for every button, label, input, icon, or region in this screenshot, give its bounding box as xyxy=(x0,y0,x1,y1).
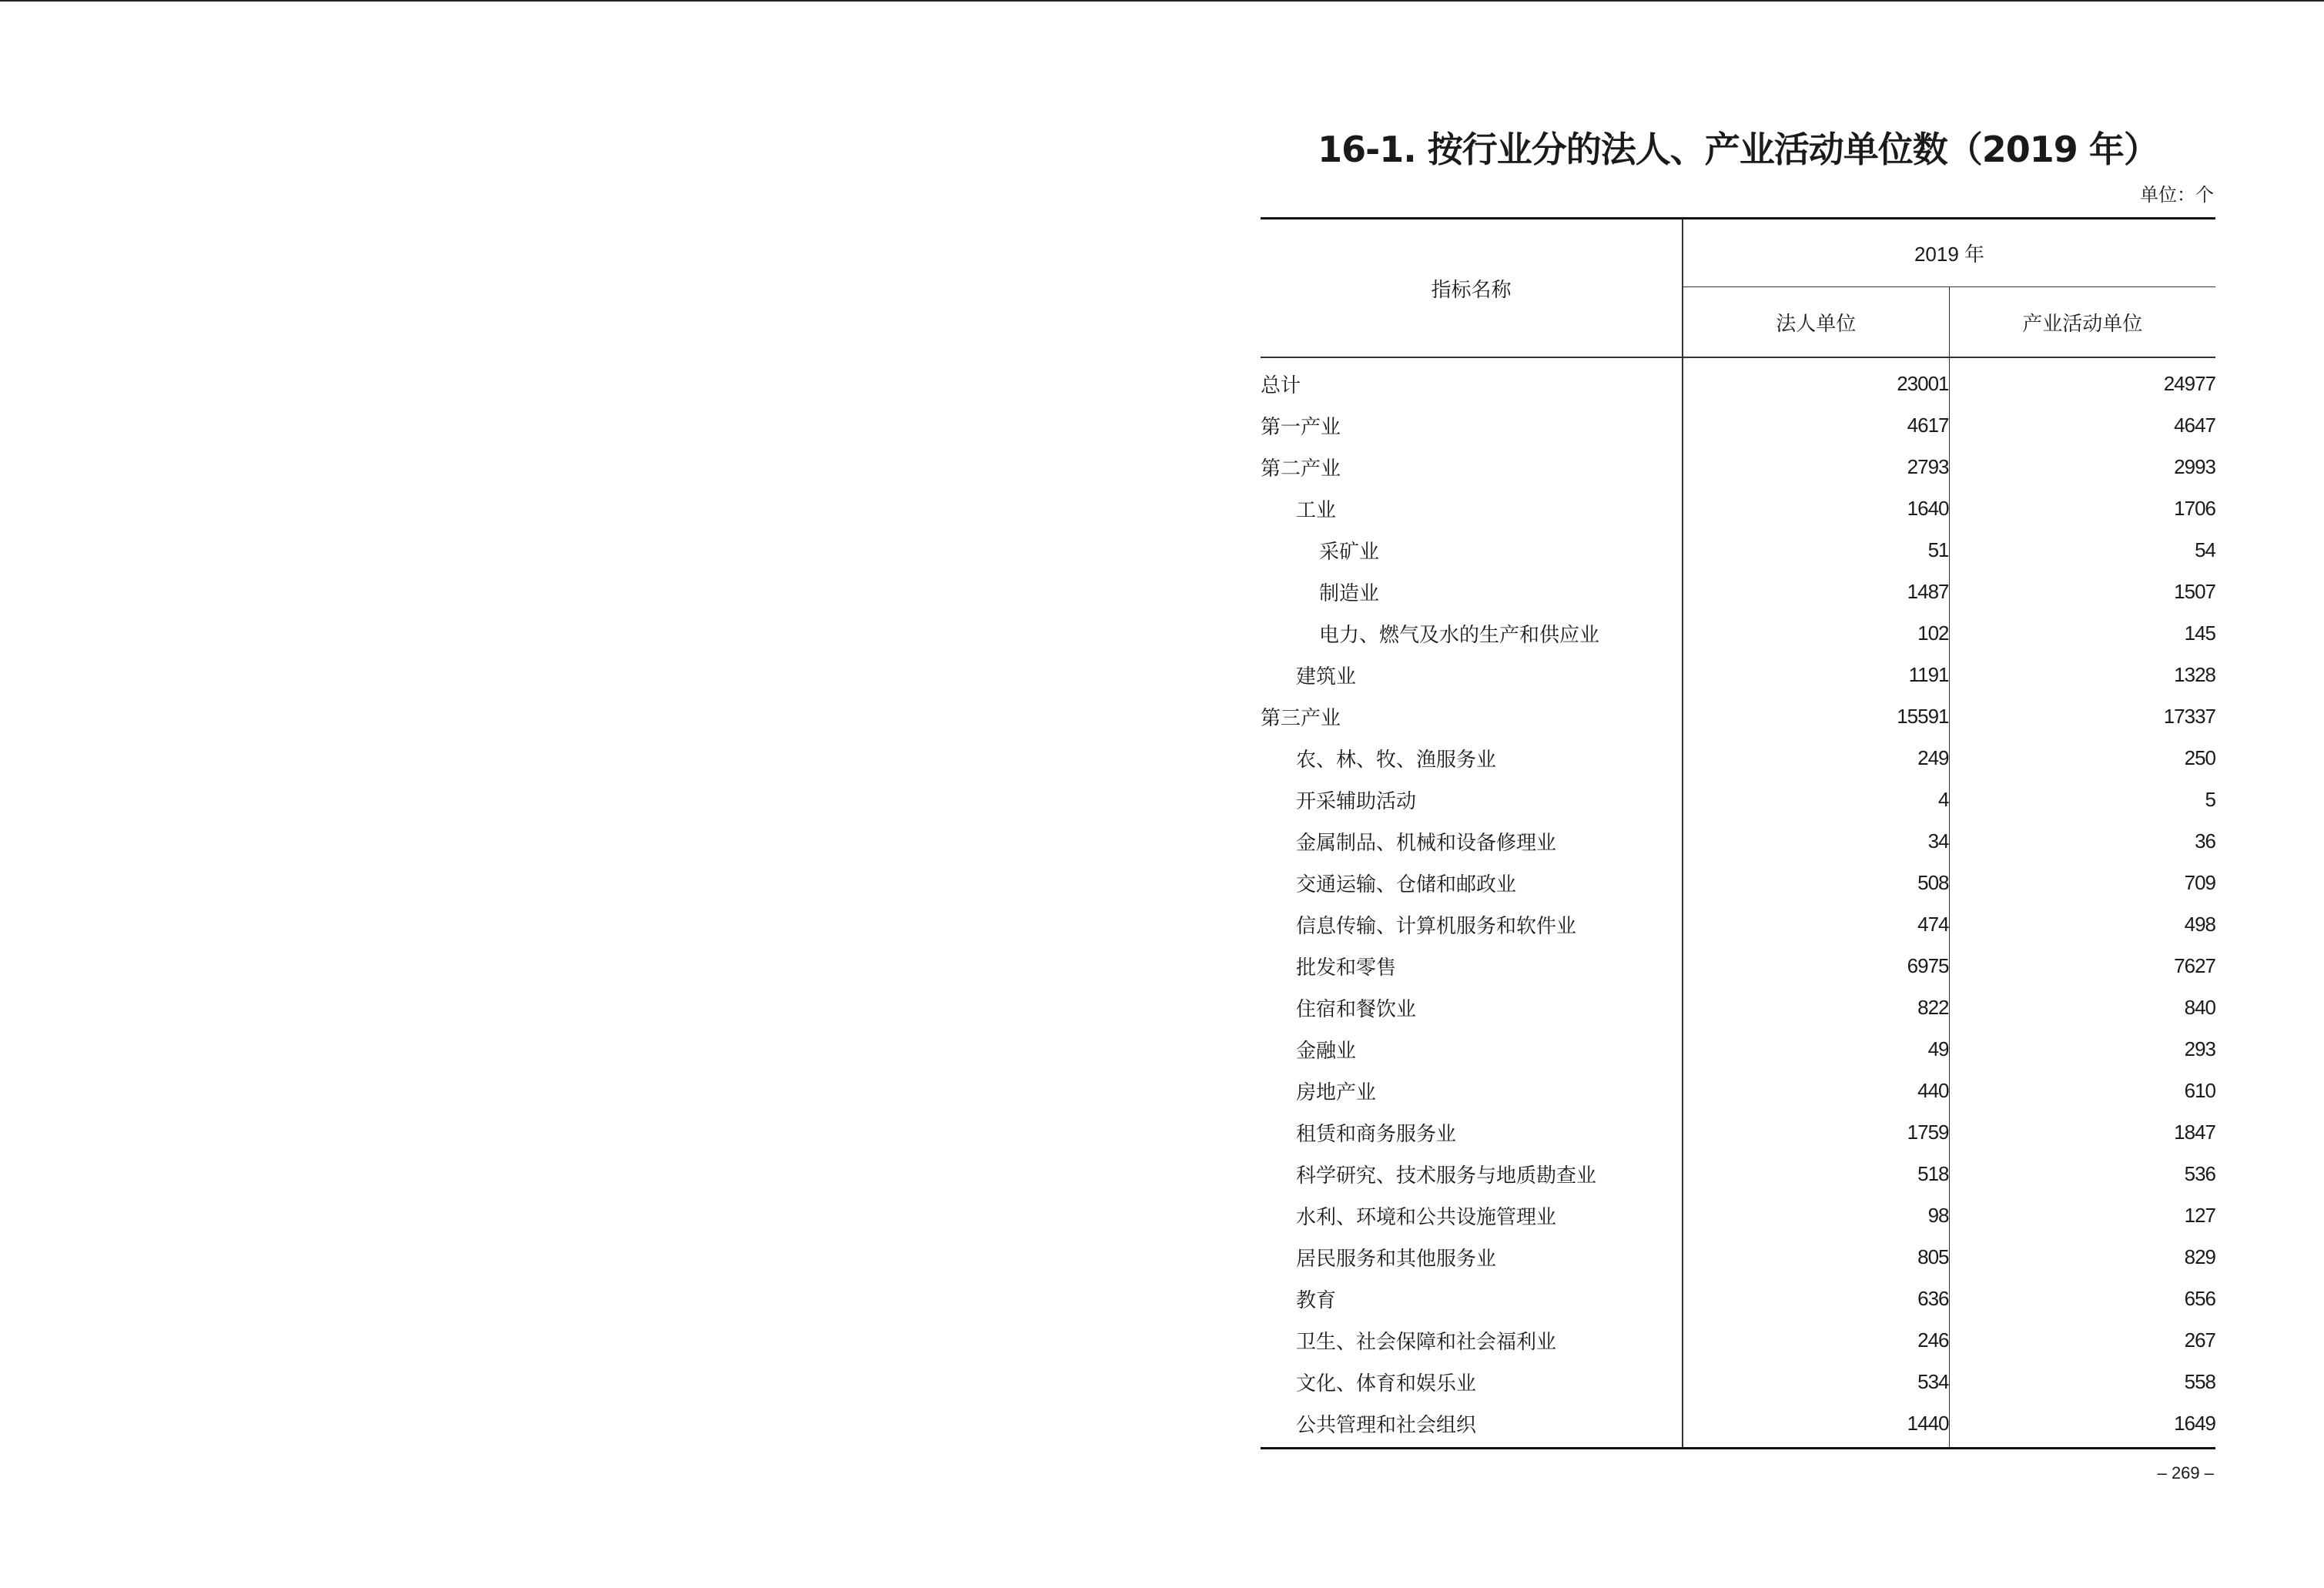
table-row xyxy=(1261,903,2215,945)
row-indicator-name: 居民服务和其他服务业 xyxy=(1261,1236,1683,1278)
page-number: – 269 – xyxy=(2157,1463,2214,1482)
row-indicator-name: 租赁和商务服务业 xyxy=(1261,1111,1683,1153)
row-legal-entities-value: 246 xyxy=(1683,1319,1949,1361)
row-legal-entities-value: 518 xyxy=(1683,1153,1949,1194)
row-activity-units-value: 250 xyxy=(2184,745,2216,769)
table-row xyxy=(1261,987,2215,1028)
row-legal-entities-value: 34 xyxy=(1683,820,1949,862)
table-body xyxy=(1261,357,2215,1449)
row-indicator-name: 文化、体育和娱乐业 xyxy=(1261,1361,1683,1402)
row-indicator-name: 建筑业 xyxy=(1261,654,1683,695)
row-activity-units-value: 7627 xyxy=(2174,953,2216,977)
row-indicator-name: 信息传输、计算机服务和软件业 xyxy=(1261,903,1683,945)
row-activity-units-value: 829 xyxy=(2184,1245,2216,1268)
table-row xyxy=(1261,612,2215,654)
row-activity-units-value: 54 xyxy=(2195,538,2216,561)
row-activity-units-value: 1507 xyxy=(2174,579,2216,603)
header-activity-units: 产业活动单位 xyxy=(1949,287,2215,357)
table-row xyxy=(1261,820,2215,862)
row-activity-units-value: 1847 xyxy=(2174,1120,2216,1144)
row-legal-entities-value: 102 xyxy=(1683,612,1949,654)
row-activity-units-value: 558 xyxy=(2184,1369,2216,1393)
row-activity-units-value: 610 xyxy=(2184,1078,2216,1102)
header-legal-entities: 法人单位 xyxy=(1683,287,1949,357)
table-row xyxy=(1261,945,2215,987)
row-activity-units-value: 536 xyxy=(2184,1161,2216,1185)
row-legal-entities-value: 1440 xyxy=(1683,1402,1949,1449)
row-activity-units-value: 17337 xyxy=(2163,704,2216,728)
row-indicator-name: 卫生、社会保障和社会福利业 xyxy=(1261,1319,1683,1361)
row-legal-entities-value: 474 xyxy=(1683,903,1949,945)
table-row xyxy=(1261,1278,2215,1319)
row-indicator-name: 第一产业 xyxy=(1261,404,1683,446)
table-row xyxy=(1261,487,2215,529)
table-row xyxy=(1261,862,2215,903)
row-legal-entities-value: 1759 xyxy=(1683,1111,1949,1153)
row-legal-entities-value: 822 xyxy=(1683,987,1949,1028)
row-activity-units-value: 709 xyxy=(2184,870,2216,894)
table-row xyxy=(1261,1319,2215,1361)
row-legal-entities-value: 15591 xyxy=(1683,695,1949,737)
page-title: 16-1. 按行业分的法人、产业活动单位数（2019 年） xyxy=(1318,129,2158,170)
table-row xyxy=(1261,1402,2215,1449)
row-activity-units-value: 127 xyxy=(2184,1203,2216,1227)
row-legal-entities-value: 508 xyxy=(1683,862,1949,903)
row-indicator-name: 公共管理和社会组织 xyxy=(1261,1402,1683,1449)
row-legal-entities-value: 2793 xyxy=(1683,446,1949,487)
table-row xyxy=(1261,1070,2215,1111)
row-activity-units-value: 498 xyxy=(2184,912,2216,936)
row-activity-units-value: 1706 xyxy=(2174,496,2216,520)
row-indicator-name: 房地产业 xyxy=(1261,1070,1683,1111)
row-indicator-name: 科学研究、技术服务与地质勘查业 xyxy=(1261,1153,1683,1194)
row-indicator-name: 水利、环境和公共设施管理业 xyxy=(1261,1194,1683,1236)
table-row xyxy=(1261,446,2215,487)
row-legal-entities-value: 23001 xyxy=(1683,357,1949,404)
row-indicator-name: 农、林、牧、渔服务业 xyxy=(1261,737,1683,779)
row-indicator-name: 电力、燃气及水的生产和供应业 xyxy=(1261,612,1683,654)
row-legal-entities-value: 49 xyxy=(1683,1028,1949,1070)
row-indicator-name: 交通运输、仓储和邮政业 xyxy=(1261,862,1683,903)
row-legal-entities-value: 1191 xyxy=(1683,654,1949,695)
row-indicator-name: 开采辅助活动 xyxy=(1261,779,1683,820)
row-legal-entities-value: 4 xyxy=(1683,779,1949,820)
table-row xyxy=(1261,1153,2215,1194)
row-indicator-name: 住宿和餐饮业 xyxy=(1261,987,1683,1028)
row-legal-entities-value: 98 xyxy=(1683,1194,1949,1236)
row-legal-entities-value: 51 xyxy=(1683,529,1949,571)
table-row xyxy=(1261,1111,2215,1153)
unit-label: 单位：个 xyxy=(2140,184,2214,206)
row-activity-units-value: 2993 xyxy=(2174,454,2216,478)
row-indicator-name: 第二产业 xyxy=(1261,446,1683,487)
row-indicator-name: 采矿业 xyxy=(1261,529,1683,571)
row-legal-entities-value: 249 xyxy=(1683,737,1949,779)
row-activity-units-value: 656 xyxy=(2184,1286,2216,1310)
row-activity-units-value: 840 xyxy=(2184,995,2216,1019)
row-activity-units-value: 36 xyxy=(2195,829,2216,853)
table-row xyxy=(1261,1361,2215,1402)
header-indicator-name: 指标名称 xyxy=(1261,219,1683,358)
row-activity-units-value: 267 xyxy=(2184,1328,2216,1352)
table-row xyxy=(1261,529,2215,571)
row-indicator-name: 金融业 xyxy=(1261,1028,1683,1070)
row-legal-entities-value: 534 xyxy=(1683,1361,1949,1402)
row-activity-units-value: 24977 xyxy=(2163,371,2216,395)
table-row xyxy=(1261,695,2215,737)
table-row xyxy=(1261,404,2215,446)
row-activity-units-value: 4647 xyxy=(2174,413,2216,437)
row-indicator-name: 工业 xyxy=(1261,487,1683,529)
row-indicator-name: 教育 xyxy=(1261,1278,1683,1319)
row-legal-entities-value: 1640 xyxy=(1683,487,1949,529)
table-row xyxy=(1261,571,2215,612)
row-legal-entities-value: 440 xyxy=(1683,1070,1949,1111)
table-row xyxy=(1261,779,2215,820)
row-activity-units-value: 145 xyxy=(2184,621,2216,645)
row-indicator-name: 总计 xyxy=(1261,357,1683,404)
table-row xyxy=(1261,357,2215,404)
row-indicator-name: 第三产业 xyxy=(1261,695,1683,737)
row-legal-entities-value: 6975 xyxy=(1683,945,1949,987)
row-activity-units-value: 1649 xyxy=(2174,1411,2216,1435)
table-row xyxy=(1261,1194,2215,1236)
table-row xyxy=(1261,737,2215,779)
row-legal-entities-value: 805 xyxy=(1683,1236,1949,1278)
row-legal-entities-value: 636 xyxy=(1683,1278,1949,1319)
row-activity-units-value: 5 xyxy=(2205,787,2216,811)
row-indicator-name: 制造业 xyxy=(1261,571,1683,612)
header-year: 2019 年 xyxy=(1683,219,2215,287)
row-indicator-name: 批发和零售 xyxy=(1261,945,1683,987)
row-activity-units-value: 1328 xyxy=(2174,662,2216,686)
row-indicator-name: 金属制品、机械和设备修理业 xyxy=(1261,820,1683,862)
table-row xyxy=(1261,1028,2215,1070)
statistics-table xyxy=(1261,217,2215,1449)
table-row xyxy=(1261,1236,2215,1278)
table-header xyxy=(1261,219,2215,358)
row-legal-entities-value: 4617 xyxy=(1683,404,1949,446)
row-activity-units-value: 293 xyxy=(2184,1037,2216,1060)
table-row xyxy=(1261,654,2215,695)
top-border-rule xyxy=(0,0,2324,2)
row-legal-entities-value: 1487 xyxy=(1683,571,1949,612)
